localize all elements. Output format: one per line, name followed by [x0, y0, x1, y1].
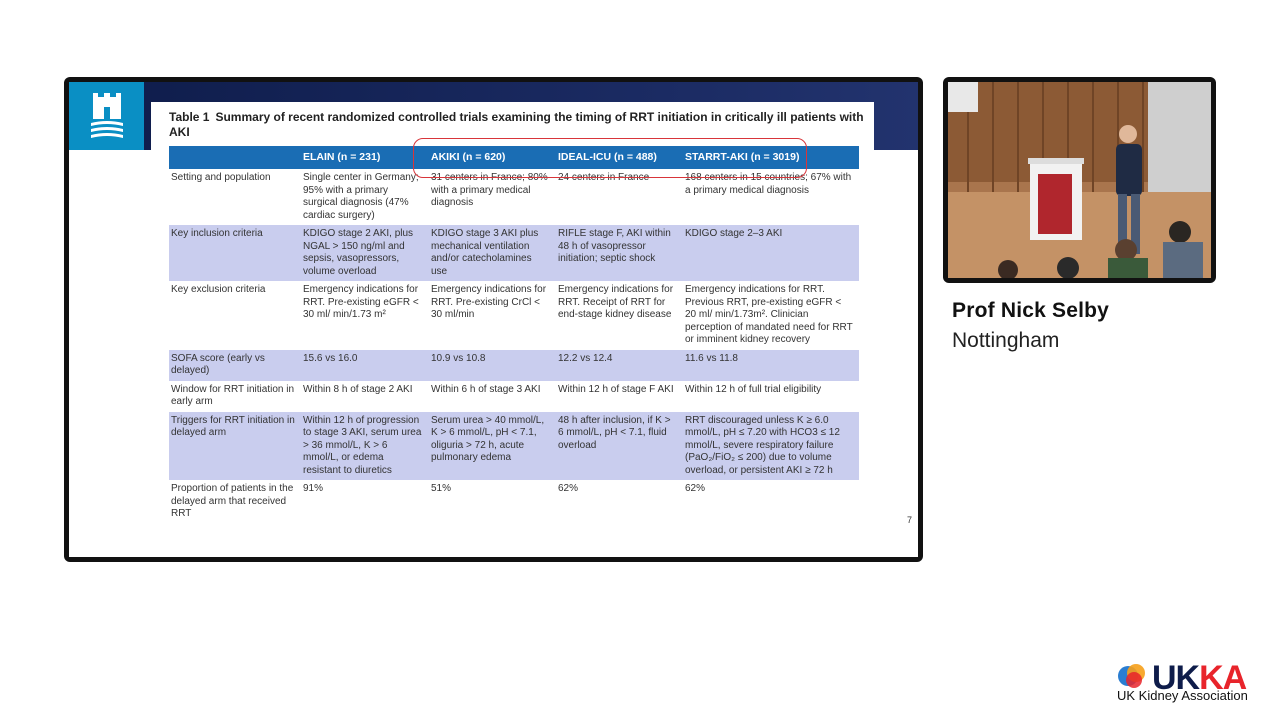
slide-frame — [64, 77, 923, 562]
speaker-video — [948, 82, 1211, 278]
highlight-annotation-oval — [413, 138, 807, 178]
table-cell: 10.9 vs 10.8 — [427, 350, 554, 381]
table-cell: 31 centers in France; 80% with a primary medical diagnosis — [431, 172, 548, 208]
table-row — [169, 381, 859, 412]
table-cell: 62% — [685, 483, 706, 494]
table-document — [151, 102, 874, 547]
table-cell: Emergency indications for RRT. Receipt of RRT for end-stage kidney disease — [558, 284, 674, 320]
row-label: Key inclusion criteria — [169, 225, 299, 281]
slide — [69, 82, 918, 557]
table-header-cell — [169, 146, 299, 169]
table-cell: KDIGO stage 2 AKI, plus NGAL > 150 ng/ml and sepsis, vasopressors, volume overload — [299, 225, 427, 281]
table-cell: KDIGO stage 3 AKI plus mechanical ventilation and/or catecholamines use — [427, 225, 554, 281]
table-cell: Within 12 h of full trial eligibility — [685, 383, 822, 395]
speaker-name: Prof Nick Selby — [952, 299, 1110, 322]
table-cell: Serum urea > 40 mmol/L, K > 6 mmol/L, pH < 7.1, oliguria > 72 h, acute pulmonary edema — [427, 412, 554, 481]
speaker-video-frame — [943, 77, 1216, 283]
table-row — [169, 480, 859, 524]
table-row — [169, 350, 859, 381]
row-label: Setting and population — [171, 172, 271, 183]
row-label: SOFA score (early vs delayed) — [169, 350, 299, 381]
table-cell: 91% — [303, 483, 324, 494]
table-header-cell: IDEAL-ICU (n = 488) — [554, 146, 681, 169]
table-cell: RRT discouraged unless K ≥ 6.0 mmol/L, pH ≤ 7.20 with HCO3 ≤ 12 mmol/L, severe respiratory failure (PaO₂/FiO₂ ≤ 200) due to volume overload, or persistent AKI ≥ 72 h — [681, 412, 859, 481]
table-cell: 12.2 vs 12.4 — [554, 350, 681, 381]
table-cell: 24 centers in France — [558, 172, 650, 183]
row-label: Key exclusion criteria — [171, 284, 266, 295]
lecture-hall-image — [948, 82, 1211, 278]
table-cell: 62% — [558, 483, 579, 494]
table-cell: Emergency indications for RRT. Pre-existing CrCl < 30 ml/min — [431, 284, 547, 320]
row-label: Window for RRT initiation in early arm — [171, 383, 295, 407]
row-label: Triggers for RRT initiation in delayed arm — [169, 412, 299, 481]
table-header-cell: AKIKI (n = 620) — [427, 146, 554, 169]
table-cell: Emergency indications for RRT. Pre-existing eGFR < 30 ml/ min/1.73 m² — [303, 284, 419, 320]
table-cell: Single center in Germany; 95% with a primary surgical diagnosis (47% cardiac surgery) — [303, 172, 419, 221]
table-cell: KDIGO stage 2–3 AKI — [681, 225, 859, 281]
table-cell: 11.6 vs 11.8 — [681, 350, 859, 381]
table-row — [169, 225, 859, 281]
table-row — [169, 412, 859, 481]
table-cell: 51% — [431, 483, 452, 494]
table-cell: 48 h after inclusion, if K > 6 mmol/L, pH < 7.1, fluid overload — [554, 412, 681, 481]
table-cell: 15.6 vs 16.0 — [299, 350, 427, 381]
table-cell: Emergency indications for RRT. Previous RRT, pre-existing eGFR < 20 ml/ min/1.73m². Clinician perception of mandated need for RRT or imminent kidney recovery — [685, 284, 853, 345]
table-row — [169, 281, 859, 350]
table-cell: 168 centers in 15 countries; 67% with a primary medical diagnosis — [685, 172, 852, 196]
svg-text:UKKA: UKKA — [1152, 659, 1247, 697]
table-cell: Within 12 h of stage F AKI — [558, 383, 674, 395]
university-crest-logo — [69, 82, 144, 150]
table-cell: Within 6 h of stage 3 AKI — [431, 383, 541, 395]
rrt-trials-table — [169, 146, 859, 524]
table-header-cell: STARRT-AKI (n = 3019) — [681, 146, 859, 169]
table-cell: Within 12 h of progression to stage 3 AKI, serum urea > 36 mmol/L, K > 6 mmol/L, or edema resistant to diuretics — [299, 412, 427, 481]
table-cell: RIFLE stage F, AKI within 48 h of vasopressor initiation; septic shock — [554, 225, 681, 281]
row-label: Proportion of patients in the delayed arm that received RRT — [171, 483, 294, 519]
table-title-label: Table 1 — [169, 110, 210, 124]
slide-page-number: 7 — [906, 515, 912, 525]
ukka-brand-name: UK Kidney Association — [1117, 688, 1248, 703]
table-title — [169, 110, 869, 140]
table-title-text: Summary of recent randomized controlled trials examining the timing of RRT initiation in critically ill patients with AKI — [169, 110, 864, 139]
table-cell: Within 8 h of stage 2 AKI — [303, 383, 413, 395]
table-header-cell: ELAIN (n = 231) — [299, 146, 427, 169]
speaker-location: Nottingham — [952, 329, 1060, 352]
